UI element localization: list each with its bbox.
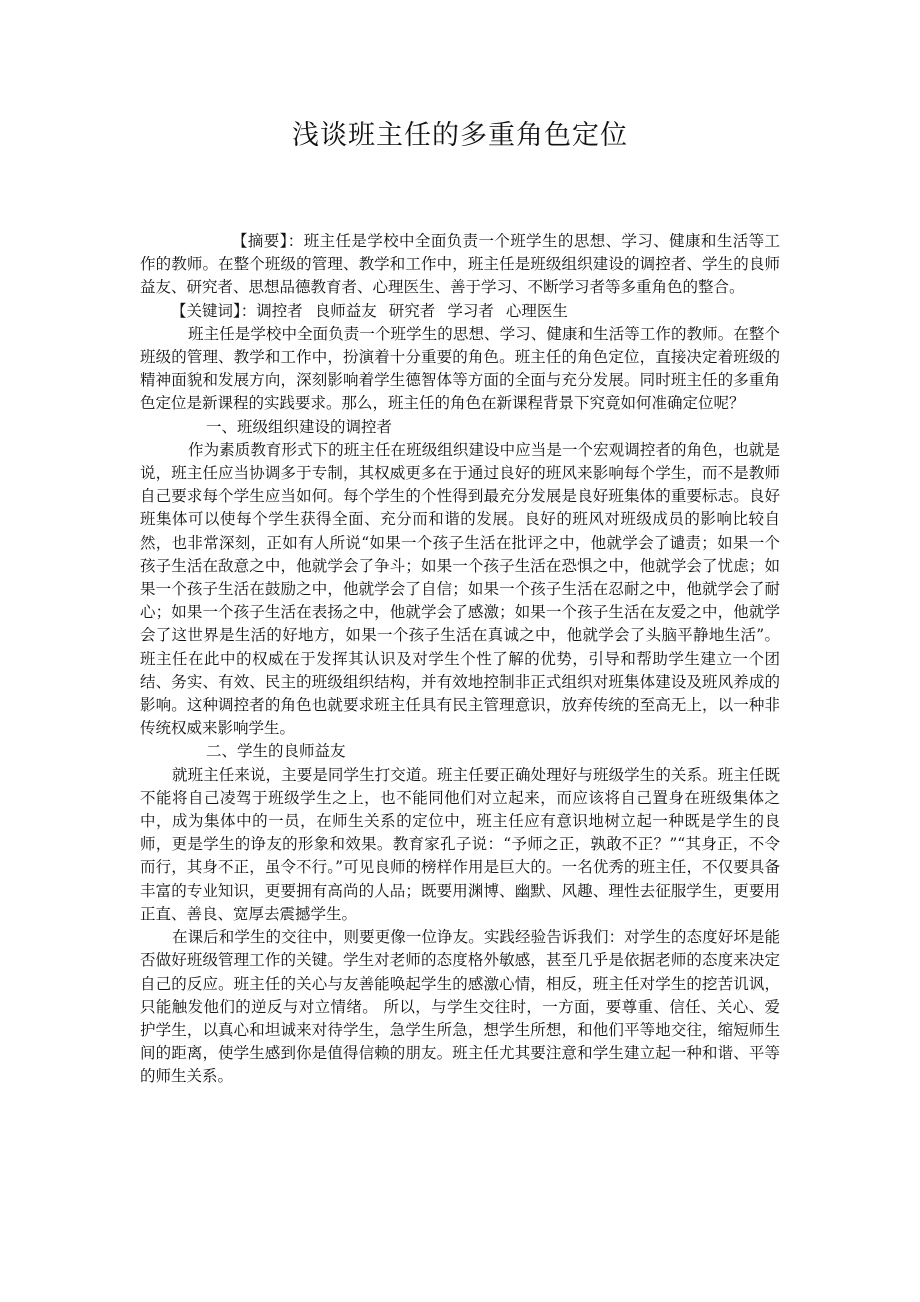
section-heading-2: 二、学生的良师益友 xyxy=(206,742,346,761)
keyword-item: 研究者 xyxy=(388,301,436,320)
section1-paragraph: 作为素质教育形式下的班主任在班级组织建设中应当是一个宏观调控者的角色，也就是说，班主任应当协调多于专制，其权威更多在于通过良好的班风来影响每个学生，而不是教师自己要求每个学生应当如何。每个学生的个性得到最充分发展是良好班集体的重要标志。良好班集体可以使每个学生获得全面、充分而和谐的发展。良好的班风对班级成员的影响比较自然，也非常深刻，正如有人所说“如果一个孩子生活在批评之中，他就学会了谴责；如果一个孩子生活在敌意之中，他就学会了争斗；如果一个孩子生活在恐惧之中，他就学会了忧虑；如果一个孩子生活在鼓励之中，他就学会了自信；如果一个孩子生活在忍耐之中，他就学会了耐心；如果一个孩子生活在表扬之中，他就学会了感激；如果一个孩子生活在友爱之中，他就学会了这世界是生活的好地方，如果一个孩子生活在真诚之中，他就学会了头脑平静地生活”。班主任在此中的权威在于发挥其认识及对学生个性了解的优势，引导和帮助学生建立一个团结、务实、有效、民主的班级组织结构，并有效地控制非正式组织对班集体建设及班风养成的影响。这种调控者的角色也就要求班主任具有民主管理意识，放弃传统的至高无上，以一种非传统权威来影响学生。 xyxy=(140,440,780,738)
intro-paragraph: 班主任是学校中全面负责一个班学生的思想、学习、健康和生活等工作的教师。在整个班级的管理、教学和工作中，扮演着十分重要的角色。班主任的角色定位，直接决定着班级的精神面貌和发展方向，深刻影响着学生德智体等方面的全面与充分发展。同时班主任的多重角色定位是新课程的实践要求。那么，班主任的角色在新课程背景下究竟如何准确定位呢？ xyxy=(140,324,780,413)
keyword-item: 心理医生 xyxy=(505,301,568,320)
document-body xyxy=(140,230,780,1089)
keyword-item: 良师益友 xyxy=(314,301,377,320)
section2-paragraph-1: 就班主任来说，主要是同学生打交道。班主任要正确处理好与班级学生的关系。班主任既不能将自己凌驾于班级学生之上，也不能同他们对立起来，而应该将自己置身在班级集体之中，成为集体中的一员，在师生关系的定位中，班主任应有意识地树立起一种既是学生的良师，更是学生的诤友的形象和效果。教育家孔子说：“予师之正，孰敢不正？”“其身正，不令而行，其身不正，虽令不行。”可见良师的榜样作用是巨大的。一名优秀的班主任，不仅要具备丰富的专业知识，更要拥有高尚的人品；既要用渊博、幽默、风趣、理性去征服学生，更要用正直、善良、宽厚去震撼学生。 xyxy=(140,765,780,923)
keyword-item: 调控者 xyxy=(256,301,303,320)
keyword-item: 学习者 xyxy=(447,301,494,320)
section-heading-1: 一、班级组织建设的调控者 xyxy=(206,417,393,436)
abstract-paragraph xyxy=(140,230,780,300)
abstract-label: 【摘要】： xyxy=(232,232,304,250)
keywords-label: 【关键词】： xyxy=(171,301,257,320)
document-title: 浅谈班主任的多重角色定位 xyxy=(292,120,628,151)
keywords-paragraph xyxy=(140,300,780,323)
abstract-text: 班主任是学校中全面负责一个班学生的思想、学习、健康和生活等工作的教师。在整个班级的管理、教学和工作中，班主任是班级组织建设的调控者、学生的良师益友、研究者、思想品德教育者、心理医生、善于学习、不断学习者等多重角色的整合。 xyxy=(140,232,780,297)
section2-paragraph-2: 在课后和学生的交往中，则要更像一位诤友。实践经验告诉我们：对学生的态度好坏是能否做好班级管理工作的关键。学生对老师的态度格外敏感，甚至几乎是依据老师的态度来决定自己的反应。班主任的关心与友善能唤起学生的感激心情，相反，班主任对学生的挖苦讥讽，只能触发他们的逆反与对立情绪。 所以，与学生交往时，一方面，要尊重、信任、关心、爱护学生，以真心和坦诚来对待学生，急学生所急，想学生所想，和他们平等地交往，缩短师生间的距离，使学生感到你是值得信赖的朋友。班主任尤其要注意和学生建立起一种和谐、平等的师生关系。 xyxy=(140,928,780,1086)
